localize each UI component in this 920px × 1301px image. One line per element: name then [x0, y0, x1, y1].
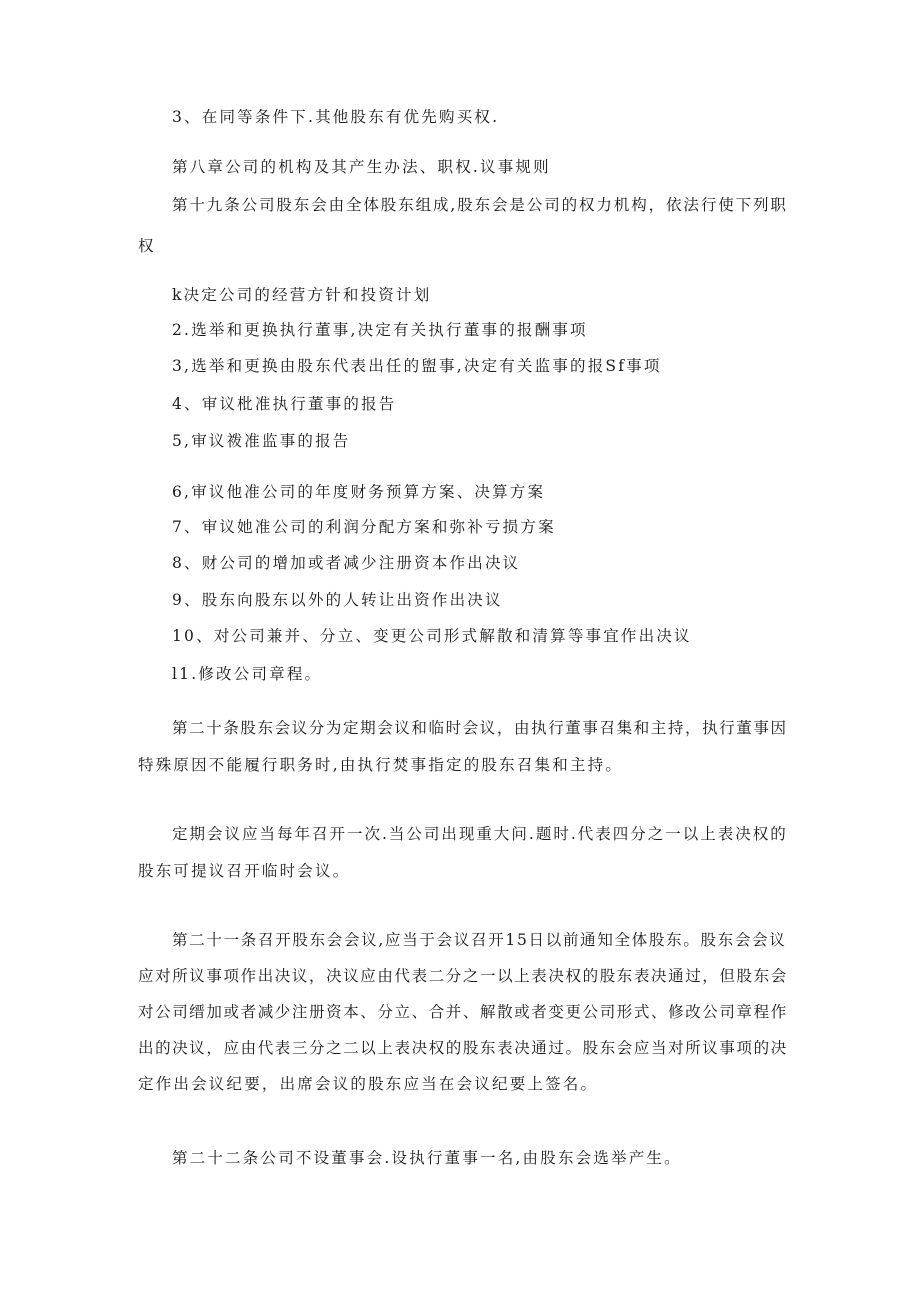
- power-item-2: 2.选举和更换执行董事,决定有关执行董事的报酬事项: [172, 321, 588, 339]
- article-22: 第二十二条公司不设董事会.设执行董事一名,由股东会选举产生。: [172, 1149, 682, 1167]
- power-item-11: l1.修改公司章程。: [172, 665, 323, 683]
- article-21-line-2: 应对所议事项作出决议，决议应由代表二分之一以上表决权的股东表决通过，但股东会: [138, 967, 788, 985]
- article-19-line-1: 第十九条公司股东会由全体股东组成,股东会是公司的权力机构，依法行使下列职: [172, 196, 788, 214]
- power-item-3: 3,选举和更换由股东代表出任的盥事,决定有关监事的报Sf事项: [172, 357, 662, 375]
- article-21-line-3: 对公司缙加或者减少注册资本、分立、合并、解散或者变更公司形式、修改公司章程作: [138, 1003, 788, 1021]
- power-item-6: 6,审议他准公司的年度财务预算方案、决算方案: [172, 483, 546, 501]
- power-item-1: k决定公司的经营方针和投资计划: [172, 286, 432, 304]
- regular-meeting-line-2: 股东可提议召开临时会议。: [138, 862, 351, 880]
- power-item-5: 5,审议袯准监事的报告: [172, 432, 351, 450]
- clause-item-3-preemptive-right: 3、在同等条件下.其他股东有优先购买权.: [172, 108, 500, 126]
- power-item-4: 4、审议枇准执行董事的报告: [172, 395, 397, 413]
- article-21-line-4: 出的决议，应由代表三分之二以上表决权的股东表决通过。股东会应当对所议事项的决: [138, 1039, 788, 1057]
- article-21-line-1: 第二十一条召开股东会会议,应当于会议召开15日以前通知全体股东。股东会会议: [172, 931, 787, 949]
- regular-meeting-line-1: 定期会议应当每年召开一次.当公司出现重大问.题时.代表四分之一以上表决权的: [172, 825, 788, 843]
- power-item-9: 9、股东向股东以外的人转让出资作出决议: [172, 591, 503, 609]
- article-20-line-2: 特殊原因不能履行职务时,由执行焚事指定的股东召集和主持。: [138, 756, 624, 774]
- power-item-7: 7、审议她准公司的利润分配方案和弥补亏损方案: [172, 518, 556, 536]
- article-20-line-1: 第二十条股东会议分为定期会议和临时会议，由执行董事召集和主持，执行董事因: [172, 719, 788, 737]
- article-21-line-5: 定作出会议纪要，出席会议的股东应当在会议纪要上签名。: [138, 1075, 599, 1093]
- article-19-line-2: 权: [138, 237, 156, 255]
- chapter-8-heading: 第八章公司的机构及其产生办法、职权.议事规则: [172, 158, 551, 176]
- power-item-10: 10、对公司兼并、分立、变更公司形式解散和清算等事宜作出决议: [172, 627, 692, 645]
- power-item-8: 8、财公司的增加或者减少注册资本作出决议: [172, 554, 521, 572]
